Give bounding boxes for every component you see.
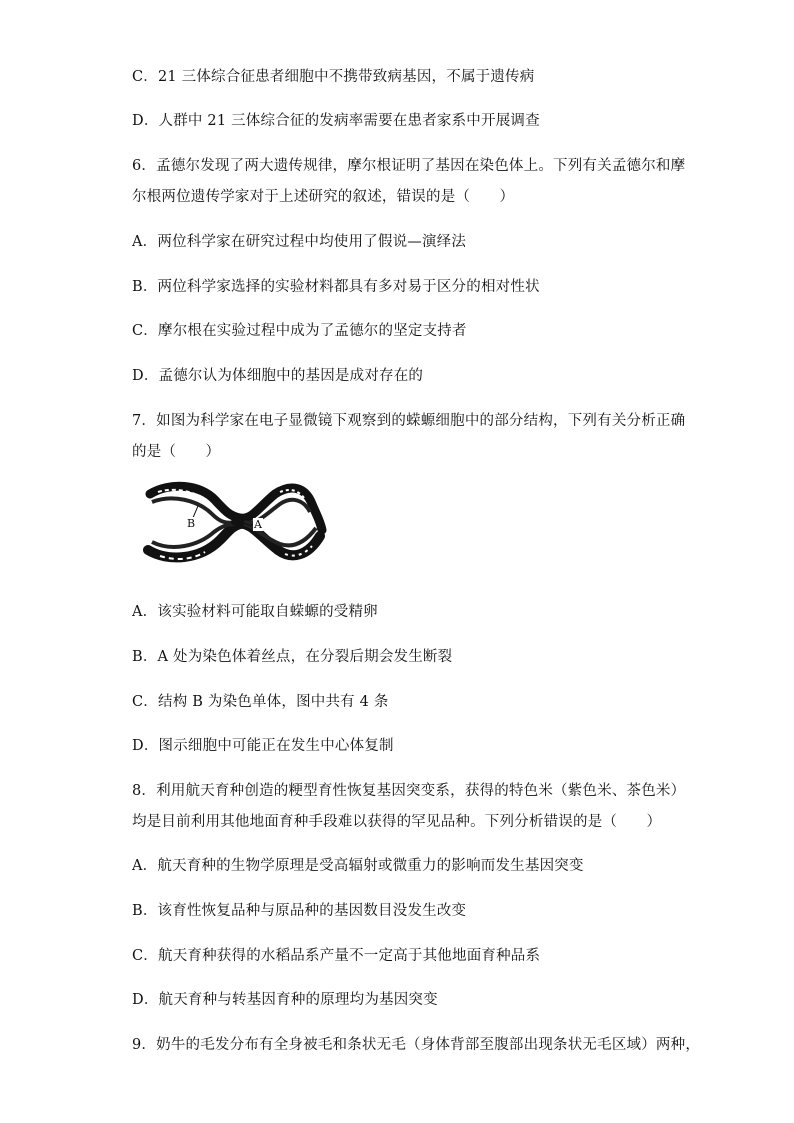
option-8b: B．该育性恢复品种与原品种的基因数目没发生改变 — [132, 903, 467, 919]
option-8d: D．航天育种与转基因育种的原理均为基因突变 — [132, 992, 438, 1008]
label-a: A — [254, 518, 262, 531]
question-8-stem-line2: 均是目前利用其他地面育种手段难以获得的罕见品种。下列分析错误的是（ ） — [132, 814, 662, 830]
chromosome-micrograph — [140, 480, 330, 570]
option-7a: A．该实验材料可能取自蝾螈的受精卵 — [132, 604, 378, 620]
question-6-stem-line1: 6．孟德尔发现了两大遗传规律，摩尔根证明了基因在染色体上。下列有关孟德尔和摩 — [132, 158, 686, 174]
option-8a: A．航天育种的生物学原理是受高辐射或微重力的影响而发生基因突变 — [132, 858, 584, 874]
option-7d: D．图示细胞中可能正在发生中心体复制 — [132, 738, 394, 754]
option-6b: B．两位科学家选择的实验材料都具有多对易于区分的相对性状 — [132, 279, 540, 295]
option-7b: B．A 处为染色体着丝点，在分裂后期会发生断裂 — [132, 649, 453, 665]
question-9-stem-line1: 9．奶牛的毛发分布有全身被毛和条状无毛（身体背部至腹部出现条状无毛区域）两种， — [132, 1037, 701, 1053]
option-5c: C．21 三体综合征患者细胞中不携带致病基因，不属于遗传病 — [132, 69, 535, 85]
option-5d: D．人群中 21 三体综合征的发病率需要在患者家系中开展调查 — [132, 113, 540, 129]
question-7-stem-line2: 的是（ ） — [132, 444, 221, 460]
question-6-stem-line2: 尔根两位遗传学家对于上述研究的叙述，错误的是（ ） — [132, 189, 515, 205]
option-6c: C．摩尔根在实验过程中成为了孟德尔的坚定支持者 — [132, 323, 467, 339]
option-7c: C．结构 B 为染色单体，图中共有 4 条 — [132, 694, 389, 710]
question-8-stem-line1: 8．利用航天育种创造的粳型育性恢复基因突变系，获得的特色米（紫色米、茶色米） — [132, 783, 686, 799]
option-6d: D．孟德尔认为体细胞中的基因是成对存在的 — [132, 368, 424, 384]
option-6a: A．两位科学家在研究过程中均使用了假说—演绎法 — [132, 234, 467, 250]
question-7-stem-line1: 7．如图为科学家在电子显微镜下观察到的蝾螈细胞中的部分结构，下列有关分析正确 — [132, 413, 686, 429]
label-b: B — [187, 517, 196, 530]
option-8c: C．航天育种获得的水稻品系产量不一定高于其他地面育种品系 — [132, 948, 541, 964]
